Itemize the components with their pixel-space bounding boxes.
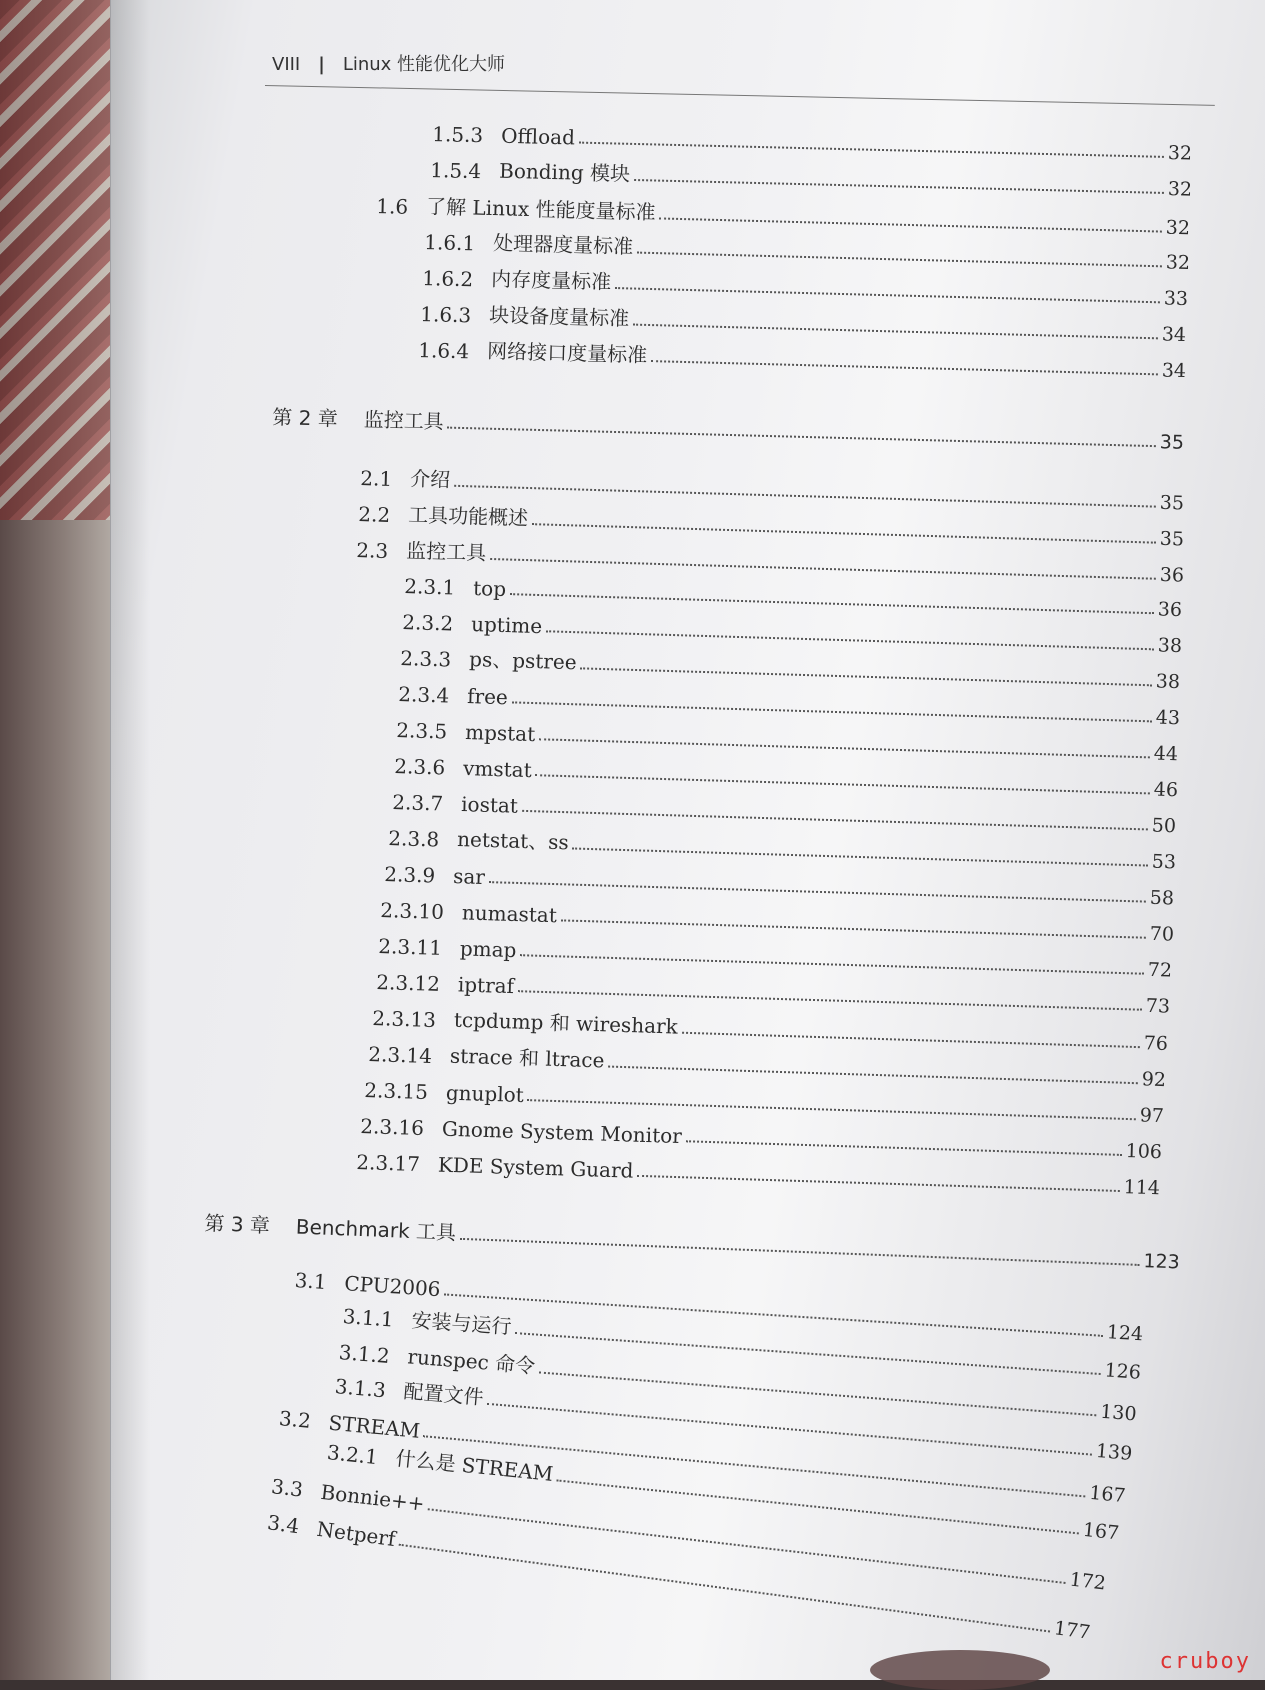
toc-page: 167 [1081, 1518, 1121, 1545]
toc-title: Bonnie++ [319, 1479, 426, 1516]
toc-page: 34 [1161, 359, 1187, 383]
toc-number: 1.5.3 [432, 122, 484, 148]
toc-title: pmap [459, 936, 517, 963]
toc-title: 网络接口度量标准 [486, 338, 648, 367]
toc-title: Bonding 模块 [498, 158, 631, 186]
toc-title: 什么是 STREAM [394, 1446, 555, 1486]
toc-page: 32 [1165, 216, 1191, 240]
toc-page: 38 [1155, 670, 1181, 694]
toc-number: 2.3.3 [400, 646, 452, 672]
toc-page: 130 [1099, 1400, 1138, 1426]
page-gutter-shadow [110, 0, 150, 1680]
toc-title: vmstat [462, 756, 533, 783]
chapter-number: 第 2 章 [272, 405, 339, 431]
toc-title: KDE System Guard [437, 1152, 634, 1183]
toc-title: top [472, 576, 507, 602]
toc-page: 43 [1155, 706, 1181, 730]
toc-page: 177 [1052, 1617, 1092, 1644]
chapter-title: 监控工具 [363, 407, 445, 434]
toc-number: 2.3.2 [402, 610, 454, 636]
toc-number: 2.3.5 [396, 718, 448, 744]
toc-title: CPU2006 [343, 1271, 442, 1302]
header-separator: | [318, 54, 325, 75]
toc-title: iptraf [457, 972, 515, 999]
toc-number: 1.6 [376, 194, 409, 219]
toc-number: 2.3.8 [388, 826, 440, 852]
toc-number: 1.6.4 [418, 338, 470, 364]
toc-title: gnuplot [445, 1080, 525, 1108]
toc-page: 167 [1088, 1481, 1127, 1508]
toc-number: 2.3.13 [372, 1006, 437, 1032]
toc-number: 3.1.3 [334, 1374, 387, 1403]
toc-title: 配置文件 [402, 1378, 485, 1410]
toc-number: 2.3.1 [404, 574, 456, 600]
toc-number: 2.2 [358, 502, 391, 527]
toc-page: 72 [1147, 958, 1173, 982]
toc-page: 124 [1106, 1321, 1144, 1346]
toc-page: 123 [1143, 1250, 1181, 1274]
toc-page: 35 [1159, 431, 1185, 454]
toc-title: ps、pstree [468, 647, 577, 675]
toc-title: uptime [470, 612, 543, 639]
toc-title: numastat [461, 900, 558, 928]
toc-page: 34 [1161, 323, 1187, 347]
toc-page: 32 [1165, 251, 1191, 275]
toc-number: 1.5.4 [430, 158, 482, 184]
toc-number: 3.2.1 [326, 1440, 380, 1470]
toc-title: 处理器度量标准 [492, 230, 634, 259]
toc-number: 2.3.4 [398, 682, 450, 708]
toc-number: 1.6.1 [424, 230, 476, 256]
toc-number: 2.3.14 [368, 1042, 433, 1068]
toc-number: 1.6.2 [422, 266, 474, 292]
toc-page: 53 [1151, 850, 1177, 874]
toc-title: sar [452, 864, 486, 889]
toc-title: netstat、ss [456, 827, 570, 855]
toc-number: 2.3.16 [360, 1114, 425, 1140]
toc-page: 70 [1149, 922, 1175, 946]
toc-page: 172 [1068, 1568, 1107, 1595]
toc-number: 2.3.17 [356, 1150, 421, 1176]
toc-number: 3.3 [270, 1474, 305, 1502]
toc-title: strace 和 ltrace [449, 1043, 605, 1073]
toc-number: 2.3.12 [376, 970, 441, 996]
toc-title: 工具功能概述 [407, 502, 529, 531]
toc-title: 安装与运行 [410, 1307, 513, 1339]
toc-number: 2.3.15 [364, 1078, 429, 1104]
toc-page: 76 [1143, 1032, 1169, 1056]
background-cloth [0, 0, 120, 520]
toc-title: Gnome System Monitor [441, 1116, 683, 1149]
toc-number: 1.6.3 [420, 302, 472, 328]
toc-title: STREAM [327, 1410, 422, 1443]
toc-page: 73 [1145, 994, 1171, 1018]
finger-shadow [870, 1650, 1050, 1690]
toc-title: Offload [500, 123, 576, 150]
toc-page: 32 [1167, 141, 1193, 165]
page-number-roman: VIII [272, 54, 301, 75]
toc-number: 3.1 [294, 1268, 328, 1294]
toc-number: 2.3.7 [392, 790, 444, 816]
toc-number: 3.1.2 [338, 1340, 391, 1368]
running-header [272, 50, 505, 76]
toc-number: 2.3.6 [394, 754, 446, 780]
toc-page: 33 [1163, 287, 1189, 311]
toc-number: 2.1 [360, 466, 393, 491]
toc-page: 92 [1141, 1068, 1167, 1092]
toc-page: 58 [1149, 886, 1175, 910]
toc-page: 46 [1153, 778, 1179, 802]
toc-page: 139 [1095, 1439, 1134, 1465]
toc-title: tcpdump 和 wireshark [453, 1007, 679, 1039]
toc-title: Netperf [315, 1516, 397, 1552]
toc-page: 106 [1125, 1140, 1163, 1164]
watermark: cruboy [1159, 1649, 1251, 1674]
toc-page: 114 [1123, 1176, 1161, 1200]
chapter-number: 第 3 章 [204, 1211, 271, 1238]
toc-number: 2.3 [356, 538, 389, 563]
toc-page: 97 [1139, 1104, 1165, 1128]
toc-page: 35 [1159, 527, 1185, 551]
toc-page: 32 [1167, 178, 1193, 201]
chapter-title: Benchmark 工具 [295, 1214, 457, 1245]
toc-number: 3.1.1 [342, 1304, 395, 1332]
toc-title: mpstat [464, 720, 536, 747]
toc-page: 44 [1153, 742, 1179, 766]
toc-page: 38 [1157, 634, 1183, 658]
toc-page: 35 [1159, 491, 1185, 515]
toc-number: 3.4 [266, 1510, 301, 1539]
toc-page: 126 [1103, 1359, 1142, 1384]
toc-title: free [466, 684, 509, 710]
toc-title: 介绍 [409, 466, 451, 492]
toc-title: iostat [460, 792, 519, 818]
toc-number: 2.3.11 [378, 934, 443, 960]
toc-page: 36 [1157, 598, 1183, 622]
toc-title: runspec 命令 [406, 1344, 537, 1379]
toc-number: 2.3.9 [384, 862, 436, 888]
toc-number: 2.3.10 [380, 898, 445, 924]
toc-title: 内存度量标准 [490, 266, 612, 294]
toc-page: 36 [1159, 563, 1185, 587]
toc-title: 块设备度量标准 [488, 302, 630, 331]
toc-title: 监控工具 [405, 538, 487, 565]
toc-title: 了解 Linux 性能度量标准 [425, 194, 656, 225]
toc-page: 50 [1151, 814, 1177, 838]
toc-number: 3.2 [278, 1406, 312, 1433]
book-title: Linux 性能优化大师 [342, 54, 506, 75]
